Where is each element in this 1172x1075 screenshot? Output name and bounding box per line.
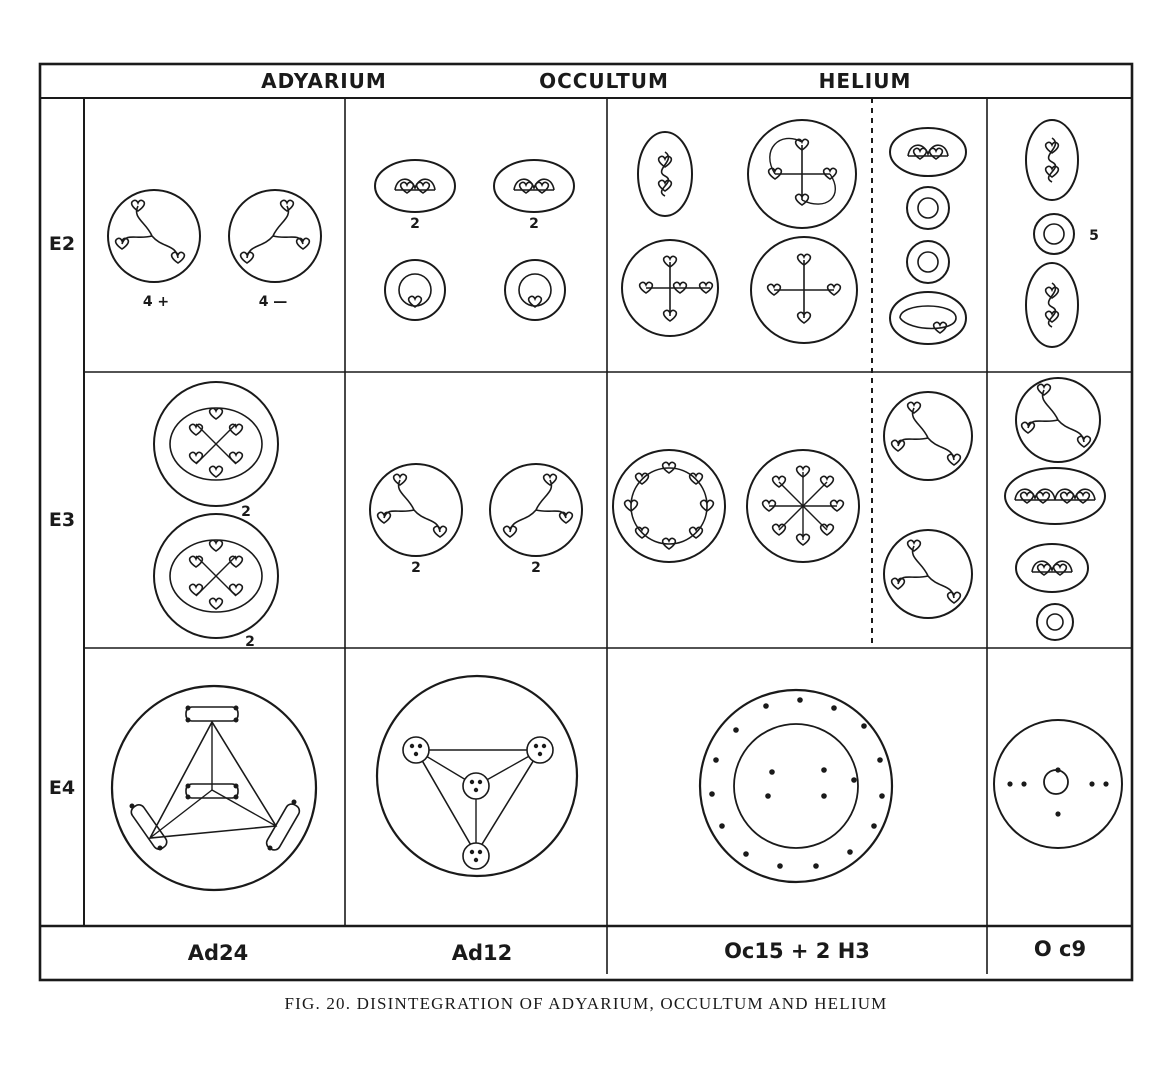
ad12-e4-cell [377, 676, 577, 876]
helium-e2-cell [890, 128, 966, 344]
adyarium-e2-cell [108, 190, 321, 310]
row-label-e3: E3 [48, 509, 76, 531]
oc9-e2-cell [1026, 120, 1099, 347]
figure-caption: FIG. 20. DISINTEGRATION OF ADYARIUM, OCCULTUM AND HELIUM [284, 994, 888, 1013]
count-label: 2 [410, 216, 420, 232]
count-label: 2 [411, 560, 421, 576]
count-label: 2 [529, 216, 539, 232]
footer-oc15-h3: Oc15 + 2 H3 [724, 939, 870, 963]
occultum-helium-e3-cell [613, 450, 859, 562]
ad24-e4-cell [112, 686, 316, 890]
header-adyarium: ADYARIUM [261, 69, 387, 93]
count-label: 4 — [258, 294, 288, 310]
count-label: 5 [1089, 228, 1099, 244]
footer-oc9: O c9 [1033, 937, 1087, 961]
adyarium-e3-cell [154, 382, 278, 650]
occultum-e2-cell [375, 160, 574, 320]
table-frame [40, 64, 1132, 980]
header-helium: HELIUM [818, 69, 912, 93]
oc9-e3-cell [1005, 378, 1105, 640]
occultum-e3-cell [370, 464, 582, 576]
helium-e3-cell [884, 392, 972, 618]
footer-ad24: Ad24 [187, 941, 249, 965]
count-label: 4 + [142, 294, 170, 310]
count-label: 2 [245, 634, 255, 650]
oc9-e4-cell [994, 720, 1122, 848]
occultum-helium-e2-cell [622, 120, 857, 343]
header-occultum: OCCULTUM [539, 69, 669, 93]
row-label-e2: E2 [48, 233, 76, 255]
footer-ad12: Ad12 [451, 941, 513, 965]
count-label: 2 [531, 560, 541, 576]
oc15-e4-cell [700, 690, 892, 882]
count-label: 2 [241, 504, 251, 520]
row-label-e4: E4 [48, 777, 76, 799]
